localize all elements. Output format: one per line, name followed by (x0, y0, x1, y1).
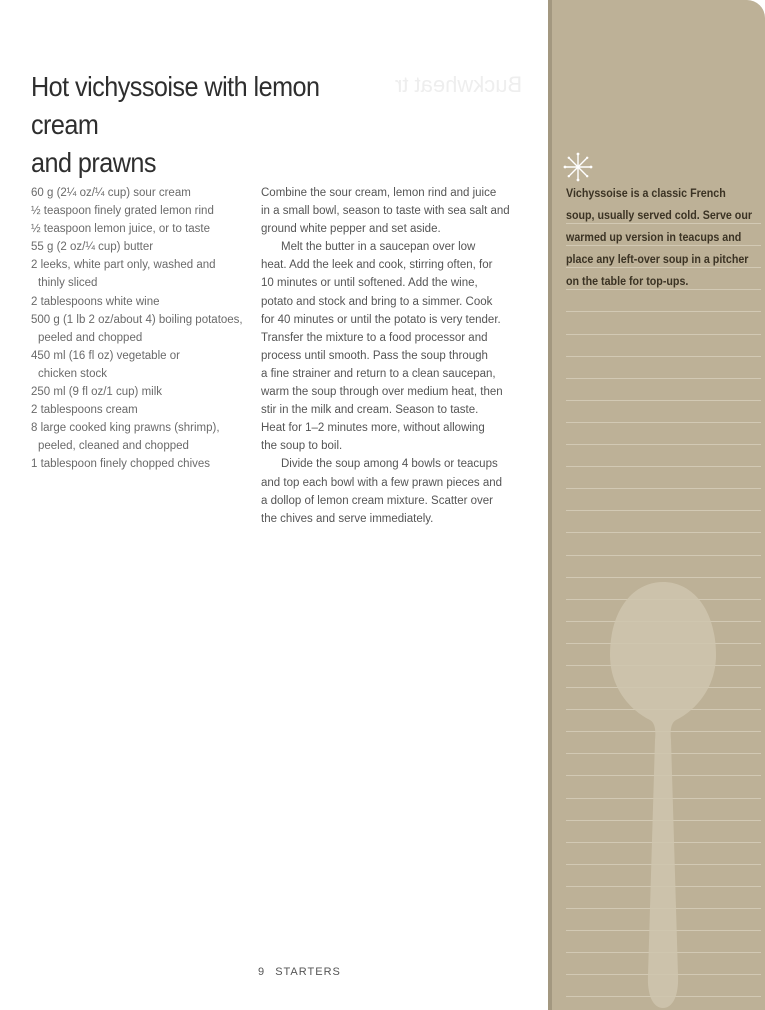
method-line: 10 minutes or until softened. Add the wine, (261, 277, 478, 290)
ingredient-item: peeled and chopped (38, 331, 143, 344)
tip-line: soup, usually served cold. Serve our (566, 210, 753, 223)
ruled-line (566, 357, 761, 379)
method-line: for 40 minutes or until the potato is very tender. (261, 313, 501, 326)
ingredient-item: 500 g (1 lb 2 oz/about 4) boiling potatoes, (31, 313, 243, 326)
ruled-line (566, 312, 761, 334)
ruled-line (566, 335, 761, 357)
ruled-line (566, 467, 761, 489)
method-line: potato and stock and bring to a simmer. Cook (261, 295, 493, 308)
method-line: a dollop of lemon cream mixture. Scatter over (261, 494, 494, 507)
method-line: Transfer the mixture to a food processor and (261, 331, 488, 344)
method-line: Melt the butter in a saucepan over low (281, 241, 476, 254)
ingredient-item: 55 g (2 oz/¼ cup) butter (31, 241, 154, 254)
ruled-line (566, 445, 761, 467)
method-line: process until smooth. Pass the soup through (261, 349, 488, 362)
ingredient-item: 2 tablespoons cream (31, 404, 138, 417)
section-name: STARTERS (275, 966, 341, 978)
ruled-line (566, 556, 761, 578)
ruled-line (566, 379, 761, 401)
snowflake-star-icon (563, 152, 593, 182)
method-line: ground white pepper and set aside. (261, 223, 441, 236)
page-number: 9 (258, 966, 266, 978)
method-line: a fine strainer and return to a clean saucepan, (261, 367, 496, 380)
method-line: the chives and serve immediately. (261, 512, 434, 525)
ruled-line (566, 401, 761, 423)
method-line: Divide the soup among 4 bowls or teacups (281, 458, 498, 471)
method-line: warm the soup through over medium heat, then (261, 386, 503, 399)
ruled-line (566, 533, 761, 555)
ingredient-item: 60 g (2¼ oz/¼ cup) sour cream (31, 187, 191, 199)
ruled-line (566, 423, 761, 445)
ingredient-item: 250 ml (9 fl oz/1 cup) milk (31, 386, 163, 399)
method-line: Heat for 1–2 minutes more, without allowing (261, 422, 485, 435)
ingredient-item: chicken stock (38, 367, 108, 380)
tip-line: warmed up version in teacups and (566, 232, 742, 245)
method-line: heat. Add the leek and cook, stirring often, for (261, 259, 493, 272)
method-line: in a small bowl, season to taste with sea salt and (261, 205, 510, 218)
recipe-title-line: and prawns (31, 147, 156, 178)
tip-line: place any left-over soup in a pitcher (566, 254, 749, 267)
ingredient-item: peeled, cleaned and chopped (38, 440, 189, 453)
ingredient-item: 2 leeks, white part only, washed and (31, 259, 216, 272)
ingredient-item: 8 large cooked king prawns (shrimp), (31, 422, 220, 435)
tip-line: on the table for top-ups. (566, 276, 689, 289)
tip-line: Vichyssoise is a classic French (566, 188, 726, 200)
method-line: stir in the milk and cream. Season to taste. (261, 404, 479, 417)
recipe-title (31, 68, 391, 182)
recipe-title-line: Hot vichyssoise with lemon cream (31, 71, 320, 140)
ruled-line (566, 489, 761, 511)
ruled-line (566, 511, 761, 533)
ingredient-item: 1 tablespoon finely chopped chives (31, 458, 211, 471)
tip-text (566, 183, 753, 293)
ingredient-item: 2 tablespoons white wine (31, 295, 160, 308)
ingredient-item: 450 ml (16 fl oz) vegetable or (31, 349, 180, 362)
ingredient-item: thinly sliced (38, 277, 98, 290)
method-line: the soup to boil. (261, 440, 343, 453)
page-footer (258, 966, 341, 978)
ruled-line (566, 290, 761, 312)
ingredient-item: ½ teaspoon lemon juice, or to taste (31, 223, 210, 236)
sidebar-edge (548, 0, 552, 1010)
method-line: and top each bowl with a few prawn pieces and (261, 476, 503, 489)
ingredient-item: ½ teaspoon finely grated lemon rind (31, 205, 214, 218)
spoon-icon (608, 580, 718, 1010)
show-through-text: Buckwheat tr (395, 72, 523, 97)
method-line: Combine the sour cream, lemon rind and juice (261, 187, 497, 199)
tip-sidebar (548, 0, 765, 1010)
method-text (261, 184, 531, 528)
ingredients-list (31, 184, 256, 474)
